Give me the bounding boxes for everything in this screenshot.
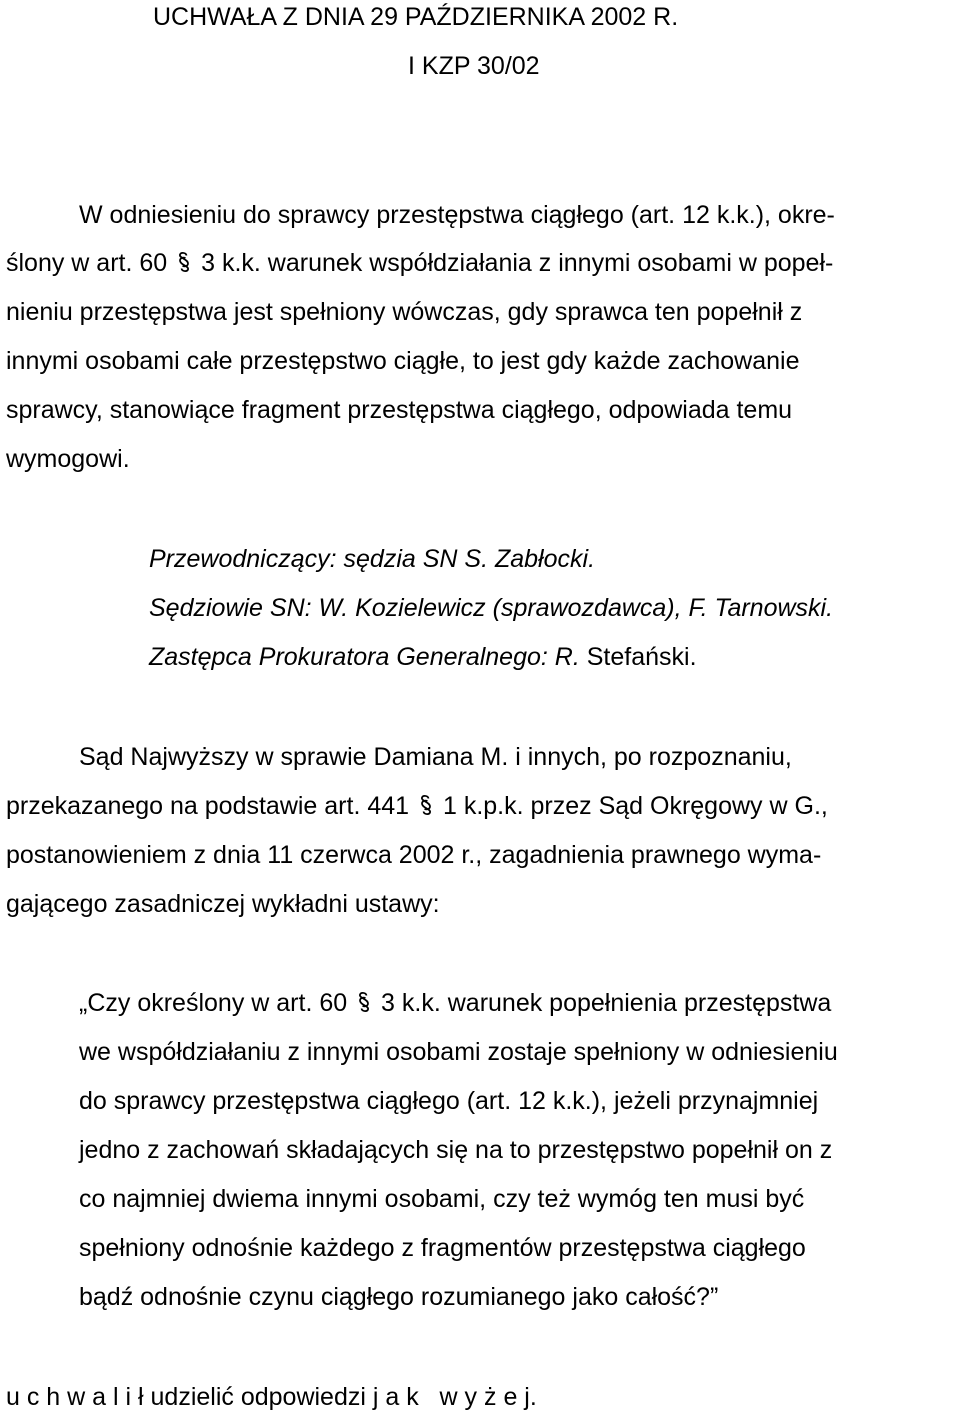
question-line: bądź odnośnie czynu ciągłego rozumianego jako całość?” [79, 1283, 719, 1311]
thesis-line: wymogowi. [6, 445, 130, 473]
question-line: jedno z zachowań składających się na to przestępstwo popełnił on z [79, 1136, 833, 1164]
question-line: co najmniej dwiema innymi osobami, czy też wymóg ten musi być [79, 1185, 805, 1213]
question-line: we współdziałaniu z innymi osobami zostaje spełniony w odniesieniu [79, 1038, 838, 1066]
thesis-line: sprawcy, stanowiące fragment przestępstwa ciągłego, odpowiada temu [6, 396, 793, 424]
thesis-line: nieniu przestępstwa jest spełniony wówczas, gdy sprawca ten popełnił z [6, 298, 803, 326]
resolution-line: u c h w a l i ł udzielić odpowiedzi j a k w y ż e j. [6, 1383, 537, 1411]
case-number: I KZP 30/02 [408, 52, 540, 80]
body-line: postanowieniem z dnia 11 czerwca 2002 r., zagadnienia prawnego wyma- [6, 841, 822, 869]
document-title: UCHWAŁA Z DNIA 29 PAŹDZIERNIKA 2002 R. [153, 3, 679, 31]
body-line: Sąd Najwyższy w sprawie Damiana M. i innych, po rozpoznaniu, [79, 743, 792, 771]
judges: Sędziowie SN: W. Kozielewicz (sprawozdawca), F. Tarnowski. [149, 594, 834, 622]
question-line: „Czy określony w art. 60 3 k.k. warunek popełnienia przestępstwa [79, 989, 832, 1017]
thesis-line: innymi osobami całe przestępstwo ciągłe, to jest gdy każde zachowanie [6, 347, 800, 375]
thesis-line: W odniesieniu do sprawcy przestępstwa ciągłego (art. 12 k.k.), okre- [79, 201, 835, 229]
body-line: gającego zasadniczej wykładni ustawy: [6, 890, 440, 918]
section-sign-icon [174, 249, 194, 275]
chair-judge: Przewodniczący: sędzia SN S. Zabłocki. [149, 545, 596, 573]
section-sign-icon [416, 792, 436, 818]
question-line: spełniony odnośnie każdego z fragmentów przestępstwa ciągłego [79, 1234, 806, 1262]
section-sign-icon [354, 989, 374, 1015]
thesis-line: ślony w art. 60 3 k.k. warunek współdziałania z innymi osobami w popeł- [6, 249, 834, 277]
prosecutor: Zastępca Prokuratora Generalnego: R. Stefański. [149, 643, 697, 671]
body-line: przekazanego na podstawie art. 441 1 k.p.k. przez Sąd Okręgowy w G., [6, 792, 828, 820]
question-line: do sprawcy przestępstwa ciągłego (art. 12 k.k.), jeżeli przynajmniej [79, 1087, 819, 1115]
